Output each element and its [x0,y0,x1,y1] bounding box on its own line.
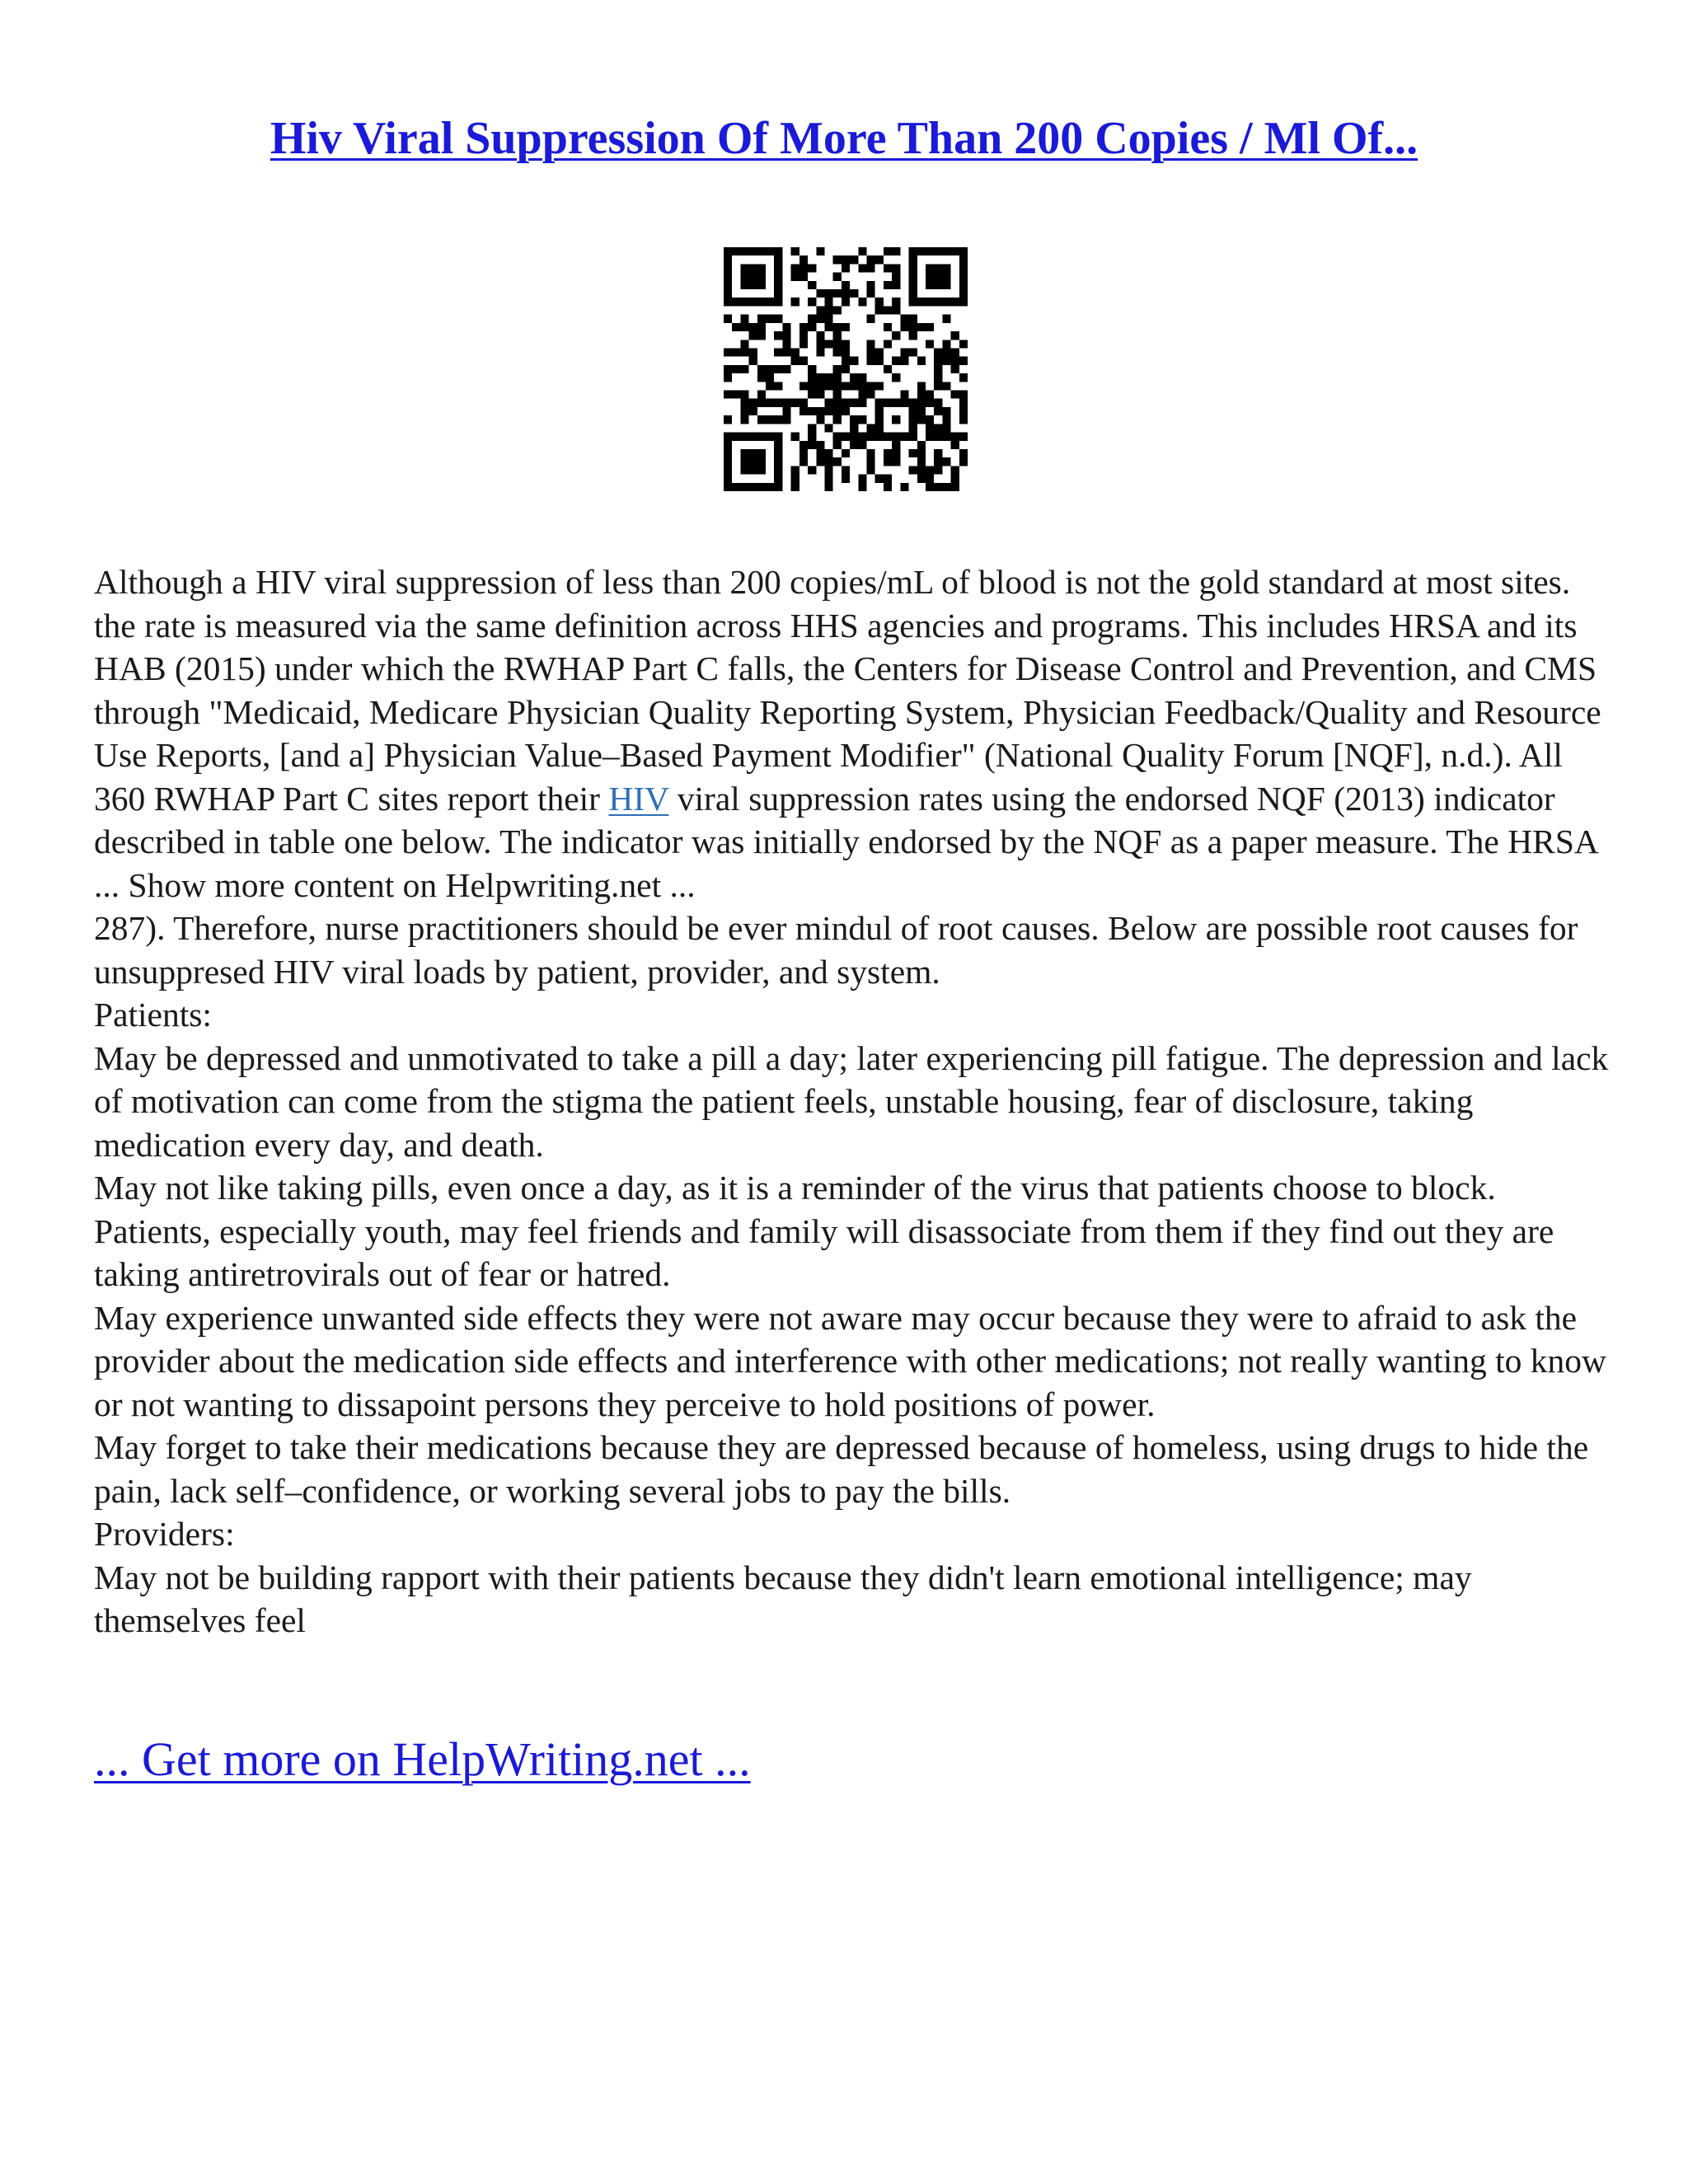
heading-providers: Providers: [94,1515,235,1553]
get-more-link[interactable]: ... Get more on HelpWriting.net ... [94,1732,751,1786]
paragraph-patients-side-effects: May experience unwanted side effects they were not aware may occur because they were to afraid to ask the provider about the medication side effects and interference with other medications; not really wanting to know or not wanting to dissapoint persons they perceive to hold positions of power. [94,1298,1607,1423]
hiv-link[interactable]: HIV [608,779,669,818]
article-body [94,560,1611,1643]
paragraph-patients-depressed: May be depressed and unmotivated to take a pill a day; later experiencing pill fatigue. The depression and lack of motivation can come from the stigma the patient feels, unstable housing, fear of disclosure, taking medication every day, and death. [94,1038,1609,1164]
qr-code-icon [724,247,968,491]
title-link[interactable]: Hiv Viral Suppression Of More Than 200 Copies / Ml Of... [270,113,1418,164]
paragraph-providers-rapport: May not be building rapport with their patients because they didn't learn emotional intelligence; may themselves feel [94,1558,1472,1639]
page-title [0,111,1688,166]
get-more-link-container [94,1731,751,1788]
paragraph-patients-pills: May not like taking pills, even once a day, as it is a reminder of the virus that patients choose to block. Patients, especially youth, may feel friends and family will disassociate from them if they find out they are taking antiretrovirals out of fear or hatred. [94,1169,1554,1293]
paragraph-root-causes: 287). Therefore, nurse practitioners should be ever mindul of root causes. Below are possible root causes for unsuppresed HIV viral loads by patient, provider, and system. [94,909,1578,991]
paragraph-intro-text-start: Although a HIV viral suppression of less than 200 copies/mL of blood is not the gold standard at most sites. the rate is measured via the same definition across HHS agencies and programs. This includes HRSA and its HAB (2015) under which the RWHAP Part C falls, the Centers for Disease Control and Prevention, and CMS through "Medicaid, Medicare Physician Quality Reporting System, Physician Feedback/Quality and Resource Use Reports, [and a] Physician Value–Based Payment Modifier" (National Quality Forum [NQF], n.d.). All 360 RWHAP Part C sites report their [94,563,1601,818]
paragraph-intro [94,560,1611,907]
paragraph-intro-text-end: viral suppression rates using the endorsed NQF (2013) indicator described in table one below. The indicator was initially endorsed by the NQF as a paper measure. The HRSA ... Show more content on Helpwriting.net ... [94,779,1597,904]
heading-patients: Patients: [94,996,212,1033]
paragraph-patients-forget: May forget to take their medications because they are depressed because of homeless, using drugs to hide the pain, lack self–confidence, or working several jobs to pay the bills. [94,1428,1589,1510]
